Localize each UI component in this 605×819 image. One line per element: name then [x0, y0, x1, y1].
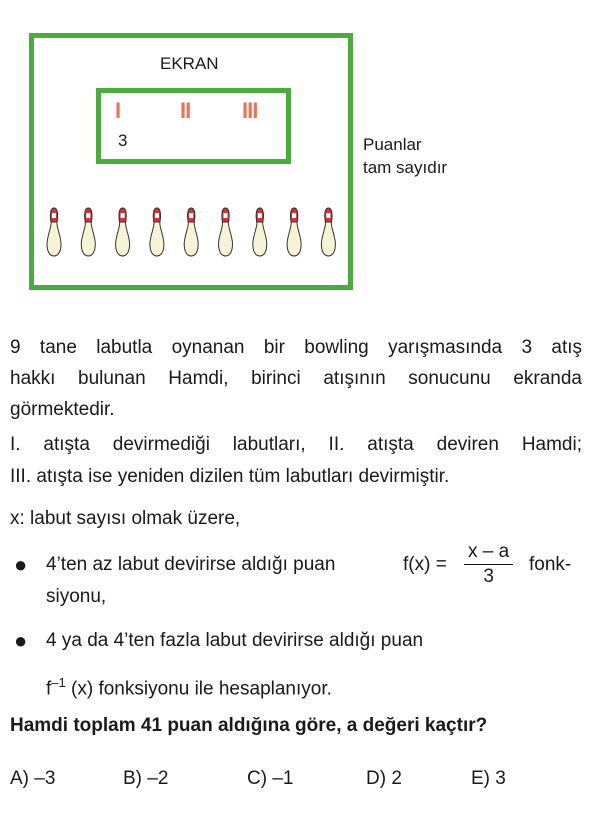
choice-d[interactable]: D) 2 — [366, 768, 402, 789]
bowling-pins — [46, 206, 336, 258]
inverse-exponent: –1 — [51, 675, 66, 690]
attempt-1-label: I — [115, 98, 121, 123]
rule-1-line-2: siyonu, — [46, 586, 107, 607]
paragraph-2-line-2: III. atışta ise yeniden dizilen tüm labutları devirmiştir. — [10, 466, 450, 487]
rule-1-function: f(x) = — [403, 554, 447, 575]
bullet-2: ● — [14, 628, 28, 653]
screen-label: EKRAN — [160, 54, 219, 73]
side-note-line-2: tam sayıdır — [363, 158, 448, 177]
fraction-denominator: 3 — [483, 566, 494, 587]
bowling-pin — [184, 208, 198, 256]
side-note-line-1: Puanlar — [363, 135, 422, 154]
paragraph-1-line-3: görmektedir. — [10, 399, 115, 420]
inverse-function-symbol: f — [46, 678, 52, 700]
question-text: Hamdi toplam 41 puan aldığına göre, a değeri kaçtır? — [10, 715, 488, 736]
rule-1-tail: fonk- — [529, 554, 572, 575]
fraction-numerator: x – a — [464, 540, 513, 565]
rule-2-line-1: 4 ya da 4’ten fazla labut devirirse aldığı puan — [46, 630, 424, 651]
bowling-pin — [253, 208, 267, 256]
score-display — [96, 88, 291, 164]
rule-1-fraction — [464, 540, 513, 589]
rule-1-text: 4’ten az labut devirirse aldığı puan — [46, 554, 336, 575]
choice-b[interactable]: B) –2 — [123, 768, 169, 789]
definition-line: x: labut sayısı olmak üzere, — [10, 508, 241, 529]
rule-2-rest: (x) fonksiyonu ile hesaplanıyor. — [71, 678, 332, 700]
bullet-1: ● — [14, 552, 28, 577]
attempt-3-label: III — [242, 98, 258, 123]
rule-2-line-2 — [46, 675, 332, 700]
bowling-pin — [321, 208, 335, 256]
choice-c[interactable]: C) –1 — [247, 768, 294, 789]
bowling-pin — [150, 208, 164, 256]
side-note — [363, 133, 447, 179]
attempt-1-value: 3 — [118, 131, 128, 150]
paragraph-2-line-1: I. atışta devirmediği labutları, II. atışta deviren Hamdi; — [10, 434, 582, 455]
choice-a[interactable]: A) –3 — [10, 768, 56, 789]
bowling-pin — [287, 208, 301, 256]
bowling-pin — [81, 208, 95, 256]
choice-e[interactable]: E) 3 — [471, 768, 506, 789]
bowling-pin — [47, 208, 61, 256]
bowling-pin — [116, 208, 130, 256]
paragraph-1-line-1: 9 tane labutla oynanan bir bowling yarışmasında 3 atış — [10, 337, 582, 358]
paragraph-1-line-2: hakkı bulunan Hamdi, birinci atışının sonucunu ekranda — [10, 368, 582, 389]
attempt-2-label: II — [180, 98, 191, 123]
bowling-pin — [219, 208, 233, 256]
